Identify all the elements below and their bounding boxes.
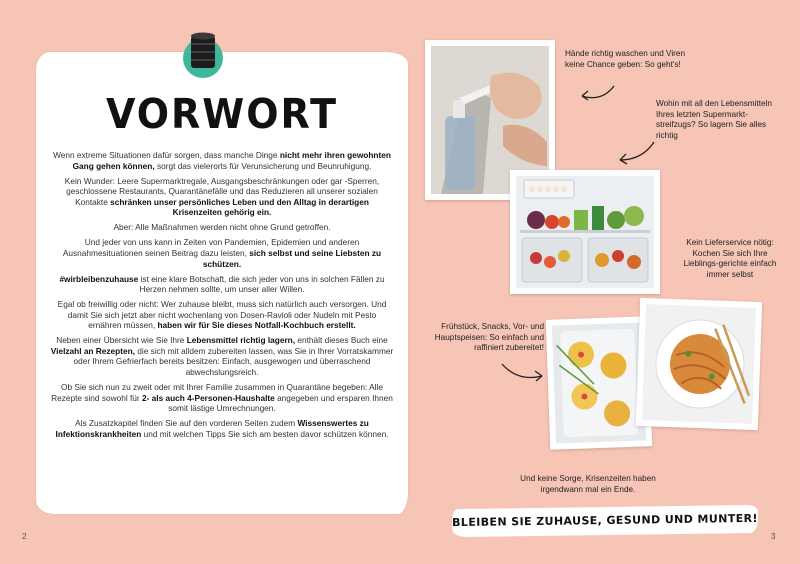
paragraph-text: Kein Wunder: Leere Supermarktregale, Ausgangsbeschränkungen oder gar -Sperren, geschlossene Restaurants, Quarantänefälle und das Reduzieren all unserer sozialen Kontakte bbox=[64, 175, 380, 207]
paragraph-emphasis: #wirbleibenzuhause bbox=[59, 273, 139, 284]
paragraph-emphasis: Wissenswertes zu Infektionskrankheiten bbox=[55, 418, 369, 439]
paragraph-text: sorgt das vielerorts für Verunsicherung und Beunruhigung. bbox=[154, 160, 372, 171]
paragraph-emphasis: 2- als auch 4-Personen-Haushalte bbox=[141, 392, 275, 403]
paragraph-text: Aber: Alle Maßnahmen werden nicht ohne Grund getroffen. bbox=[113, 222, 331, 233]
paragraph-text: Ob Sie sich nun zu zweit oder mit Ihrer Familie zusammen in Quarantäne begeben: Alle Rezepte sind sowohl für bbox=[51, 382, 383, 403]
caption-fridge: Wohin mit all den Lebensmitteln Ihres letzten Supermarkt-streifzugs? So lagern Sie alles richtig bbox=[656, 99, 772, 140]
foreword-paragraph bbox=[50, 382, 394, 414]
caption-breakfast: Frühstück, Snacks, Vor- und Hauptspeisen: So einfach und raffiniert zubereitet! bbox=[434, 322, 544, 353]
fridge-illustration bbox=[516, 176, 654, 288]
noodles-illustration bbox=[642, 304, 756, 424]
caption-closing: Und keine Sorge, Krisenzeiten haben irgendwann mal ein Ende. bbox=[520, 474, 656, 494]
foreword-paragraph bbox=[50, 176, 394, 218]
paragraph-text: angegeben und ersparen Ihnen somit lästige Umrechnungen. bbox=[168, 392, 393, 414]
caption-hands: Hände richtig waschen und Viren keine Chance geben: So geht's! bbox=[565, 49, 686, 69]
arrow-icon bbox=[500, 360, 546, 386]
paragraph-emphasis: Lebensmittel richtig lagern, bbox=[186, 335, 296, 346]
paragraph-text: enthält dieses Buch eine bbox=[295, 335, 388, 346]
paragraph-emphasis: schränken unser persönliches Leben und den Alltag in derartigen Krisenzeiten gehörig ein. bbox=[110, 196, 369, 218]
foreword-paragraph bbox=[50, 335, 394, 377]
foreword-paragraph bbox=[50, 150, 394, 171]
paragraph-text: die sich mit alldem zubereiten lassen, was Sie in Ihrer Vorratskammer oder Ihrem Gefrierfach bereits besitzen: Einfach, ausgewogen und überraschend abwechslungsreich. bbox=[73, 345, 394, 378]
paragraph-text: Wenn extreme Situationen dafür sorgen, dass manche Dinge bbox=[53, 150, 280, 160]
paragraph-text: Neben einer Übersicht wie Sie Ihre bbox=[56, 335, 187, 346]
foreword-paragraph bbox=[50, 299, 394, 331]
paragraph-text: Als Zusatzkapitel finden Sie auf den vorderen Seiten zudem bbox=[75, 418, 298, 429]
foreword-body bbox=[50, 150, 394, 444]
tin-can-icon bbox=[180, 28, 226, 80]
page-number-left: 2 bbox=[22, 532, 27, 541]
foreword-paragraph bbox=[50, 274, 394, 295]
paragraph-emphasis: nicht mehr ihren gewohnten Gang gehen können, bbox=[72, 150, 391, 171]
page-title: VORWORT bbox=[106, 90, 338, 138]
paragraph-text: ist eine klare Botschaft, die sich jeder von uns in solchen Fällen zu Herzen nehmen sollte, um unser aller Willen. bbox=[138, 273, 385, 295]
photo-fridge bbox=[510, 170, 660, 294]
foreword-paragraph bbox=[50, 418, 394, 439]
arrow-icon bbox=[614, 140, 658, 166]
foreword-paragraph bbox=[50, 222, 394, 233]
paragraph-text: Und jeder von uns kann in Zeiten von Pandemien, Epidemien und anderen Ausnahmesituationen seinen Beitrag dazu leisten, bbox=[62, 237, 360, 258]
caption-delivery: Kein Lieferservice nötig: Kochen Sie sich Ihre Lieblings-gerichte einfach immer selbst bbox=[683, 238, 777, 279]
closing-banner: BLEIBEN SIE ZUHAUSE, GESUND UND MUNTER! bbox=[452, 505, 758, 537]
paragraph-emphasis: haben wir für Sie dieses Notfall-Kochbuch erstellt. bbox=[157, 320, 356, 331]
paragraph-emphasis: Vielzahl an Rezepten, bbox=[50, 345, 135, 356]
foreword-paragraph bbox=[50, 237, 394, 269]
page-number-right: 3 bbox=[771, 532, 776, 541]
paragraph-text: Egal ob freiwillig oder nicht: Wer zuhause bleibt, muss sich natürlich auch versorgen. Und damit Sie sich jetzt aber nicht wochenlang von Dosen-Ravioli oder Nudeln mit Pesto ernähren müssen, bbox=[57, 299, 387, 331]
paragraph-text: und mit welchen Tipps Sie sich am besten davor schützen können. bbox=[141, 428, 389, 439]
arrow-icon bbox=[576, 82, 616, 106]
photo-noodles bbox=[636, 298, 762, 430]
paragraph-emphasis: sich selbst und seine Liebsten zu schützen. bbox=[202, 247, 382, 269]
egg-muffins-illustration bbox=[552, 322, 646, 443]
